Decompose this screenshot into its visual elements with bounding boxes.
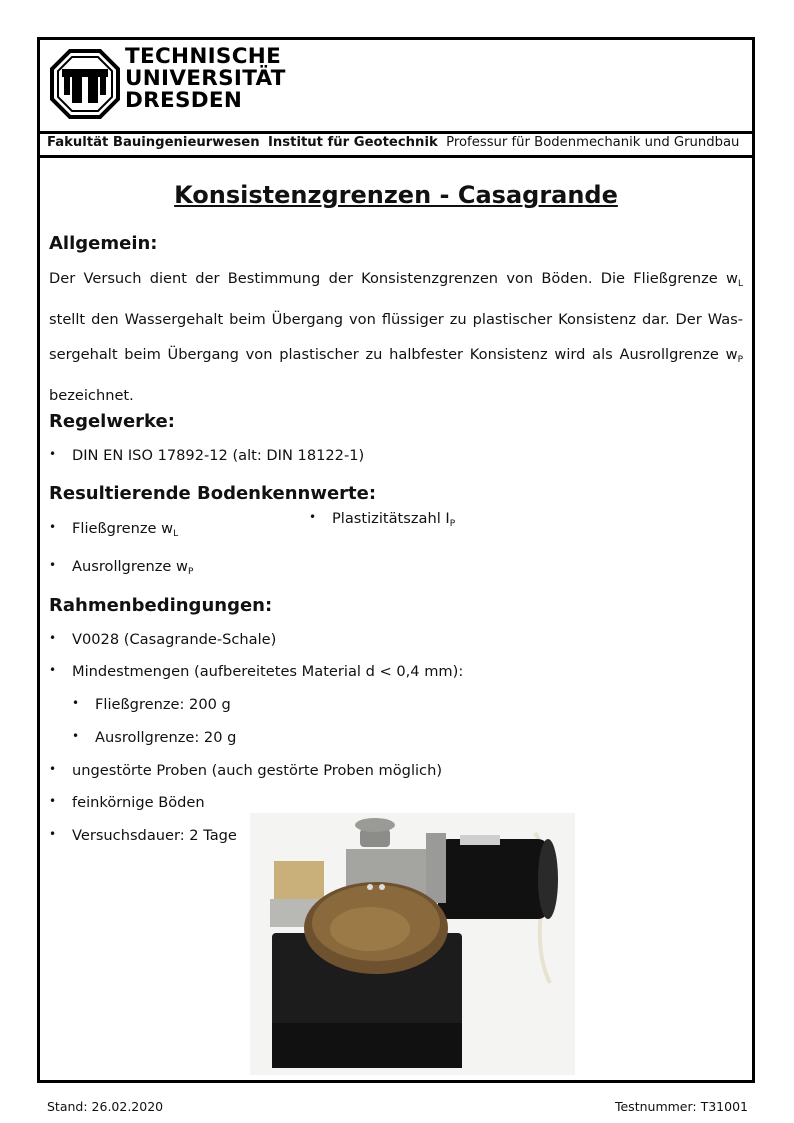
- list-item: • Fließgrenze $w_L$: [49, 520, 179, 539]
- section-heading-general: Allgemein:: [49, 233, 158, 254]
- bullet: •: [72, 729, 80, 743]
- list-item: • Versuchsdauer: 2 Tage: [49, 827, 237, 844]
- bullet: •: [49, 631, 57, 645]
- bullet: •: [49, 447, 57, 461]
- footer-date: Stand: 26.02.2020: [47, 1099, 164, 1114]
- bullet: •: [49, 558, 57, 572]
- faculty-bar: [40, 131, 752, 158]
- faculty-name: Fakultät Bauingenieurwesen: [47, 135, 260, 150]
- bullet: •: [49, 762, 57, 776]
- list-item: • DIN EN ISO 17892-12 (alt: DIN 18122-1): [49, 447, 365, 464]
- university-name: [125, 46, 286, 112]
- university-line: TECHNISCHE: [125, 44, 282, 69]
- page-frame: [37, 37, 755, 1083]
- university-line: UNIVERSITÄT: [125, 66, 286, 91]
- bullet: •: [309, 510, 317, 524]
- university-logo: [50, 49, 120, 119]
- list-item: • V0028 (Casagrande-Schale): [49, 631, 277, 648]
- list-item: • Ausrollgrenze $w_P$: [49, 558, 194, 577]
- section-heading-standards: Regelwerke:: [49, 411, 175, 432]
- university-line: DRESDEN: [125, 88, 243, 113]
- institute-name: Institut für Geotechnik: [268, 135, 438, 150]
- list-item: • Mindestmengen (aufbereitetes Material d < 0,4 mm):: [49, 663, 464, 680]
- section-heading-results: Resultierende Bodenkennwerte:: [49, 483, 377, 504]
- paragraph-line: stellt den Wassergehalt beim Übergang von flüssiger zu plastischer Konsistenz dar. Der Was-: [49, 311, 743, 328]
- sub-list-item: • Ausrollgrenze: 20 g: [72, 729, 237, 746]
- bullet: •: [49, 520, 57, 534]
- footer-test-number: Testnummer: T31001: [614, 1099, 748, 1114]
- section-heading-conditions: Rahmenbedingungen:: [49, 595, 273, 616]
- casagrande-device-photo: [250, 813, 575, 1075]
- bullet: •: [72, 696, 80, 710]
- paragraph-line: Der Versuch dient der Bestimmung der Konsistenzgrenzen von Böden. Die Fließgrenze $w_L$: [49, 270, 743, 289]
- list-item: • ungestörte Proben (auch gestörte Proben möglich): [49, 762, 443, 779]
- paragraph-line: sergehalt beim Übergang von plastischer zu halbfester Konsistenz wird als Ausrollgrenze $w_P$: [49, 346, 743, 365]
- professorship-name: Professur für Bodenmechanik und Grundbau: [446, 135, 740, 150]
- bullet: •: [49, 794, 57, 808]
- general-paragraph: [49, 261, 743, 413]
- list-item: • Plastizitätszahl $I_P$: [309, 510, 456, 529]
- list-item: • feinkörnige Böden: [49, 794, 205, 811]
- header: [40, 40, 752, 134]
- bullet: •: [49, 827, 57, 841]
- sub-list-item: • Fließgrenze: 200 g: [72, 696, 231, 713]
- page-title: Konsistenzgrenzen - Casagrande: [174, 181, 618, 209]
- bullet: •: [49, 663, 57, 677]
- content: [49, 158, 743, 1080]
- paragraph-line: bezeichnet.: [49, 387, 134, 404]
